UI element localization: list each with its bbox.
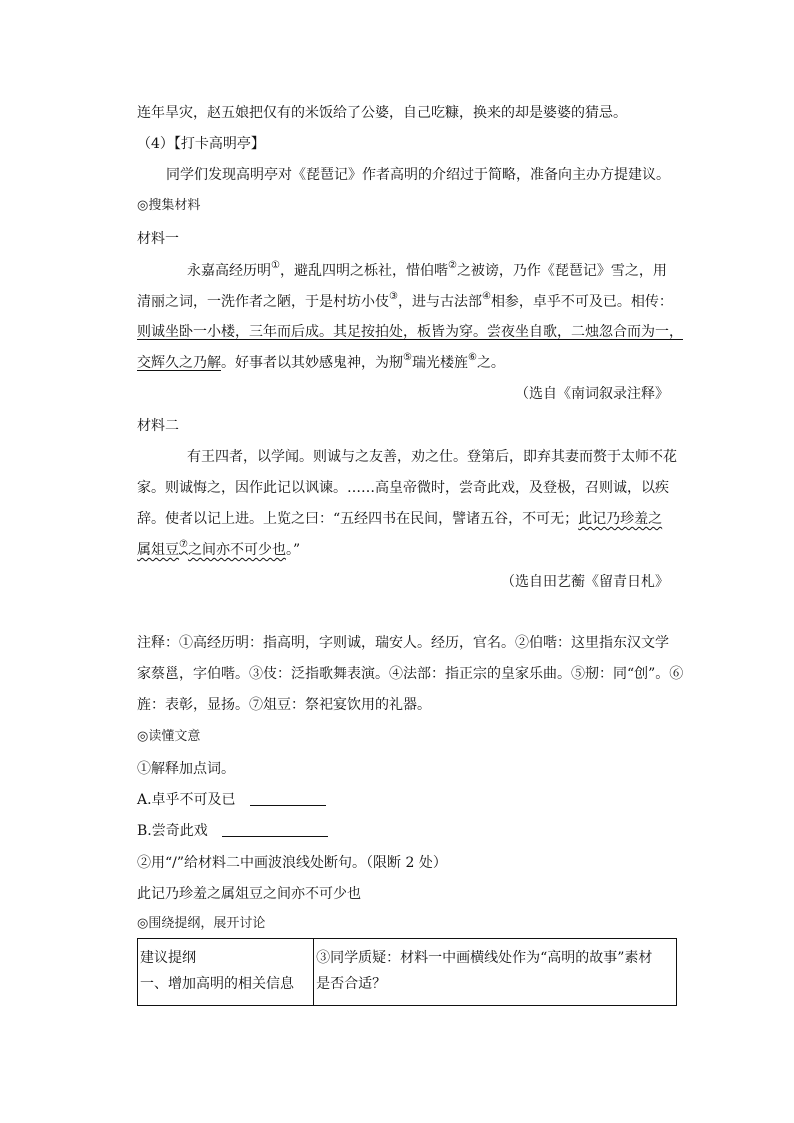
text-fragment: ，避乱四明之栎社，惜伯喈 xyxy=(279,263,448,279)
outline-item-1: 一、增加高明的相关信息 xyxy=(140,976,294,992)
text-fragment: ，进与古法部 xyxy=(397,294,482,310)
wavy-underlined-text: 此记乃珍羞之 xyxy=(578,511,663,527)
question-3-line-2: 是否合适？ xyxy=(316,976,387,992)
section-heading: （4）【打卡高明亭】 xyxy=(137,136,265,152)
material-two-title: 材料二 xyxy=(137,418,179,434)
note-marker-6: ⑥ xyxy=(467,352,477,364)
material-two-line-3 xyxy=(137,509,677,529)
underlined-text: 则诚坐卧一小楼，三年而后成。其足按拍处，板皆为穿。尝夜坐自歌，二烛忽合而为一， xyxy=(137,324,683,340)
outline-title: 建议提纲 xyxy=(140,950,196,966)
text-fragment: 辞。使者以记上进。上览之曰：“五经四书在民间，譬诸五谷，不可无； xyxy=(137,511,579,527)
note-marker-4: ④ xyxy=(481,291,491,303)
table-cell-outline xyxy=(138,939,314,1006)
question-2-text: 此记乃珍羞之属俎豆之间亦不可少也 xyxy=(137,886,361,902)
text-fragment: 。” xyxy=(285,542,301,558)
intro-paragraph: 同学们发现高明亭对《琵琶记》作者高明的介绍过于简略，准备向主办方提建议。 xyxy=(166,167,670,183)
notes-line-1: 注释：①高经历明：指高明，字则诚，瑞安人。经历，官名。②伯喈：这里指东汉文学 xyxy=(137,635,669,651)
note-marker-3: ③ xyxy=(389,291,398,303)
table-row xyxy=(138,939,677,1006)
read-heading: ◎读懂文意 xyxy=(137,729,201,744)
question-3-line-1: ③同学质疑：材料一中画横线处作为“高明的故事”素材 xyxy=(316,950,653,966)
collect-materials-heading: ◎搜集材料 xyxy=(137,198,201,213)
material-one-line-2 xyxy=(137,292,677,312)
question-1b xyxy=(137,821,677,841)
table-cell-question xyxy=(314,939,677,1006)
question-1: ①解释加点词。 xyxy=(137,761,235,777)
question-1a-label: A.卓乎不可及已 xyxy=(137,792,236,808)
text-fragment: 清丽之词，一洗作者之陋，于是村坊小伎 xyxy=(137,294,389,310)
material-one-line-3 xyxy=(137,322,683,342)
text-fragment: 之。 xyxy=(476,355,505,371)
text-fragment: 永嘉高经历明 xyxy=(187,263,271,279)
underlined-text: 交辉久之乃解 xyxy=(137,355,221,371)
material-two-line-1: 有王四者，以学闻。则诚与之友善，劝之仕。登第后，即弃其妻而赘于太师不花 xyxy=(187,449,677,465)
wavy-underlined-text: 属俎豆 xyxy=(137,542,179,558)
material-two-line-2: 家。则诚悔之，因作此记以讽谏。……高皇帝微时，尝奇此戏，及登极，召则诚，以疾 xyxy=(137,480,669,496)
text-fragment: 瑞光楼旌 xyxy=(411,355,468,371)
question-1b-label: B.尝奇此戏 xyxy=(137,823,208,839)
note-marker-5: ⑤ xyxy=(403,352,412,364)
question-1a xyxy=(137,790,677,810)
material-one-line-4 xyxy=(137,353,677,373)
text-fragment: 之被谤，乃作《琵琶记》雪之，用 xyxy=(456,263,667,279)
text-fragment: 相参，卓乎不可及已。相传： xyxy=(490,294,673,310)
answer-blank-a[interactable] xyxy=(250,791,326,806)
material-two-line-4 xyxy=(137,540,677,560)
wavy-underlined-text: 之间亦不可少也 xyxy=(187,542,286,558)
note-marker-1: ① xyxy=(271,260,280,272)
text-line-top: 连年旱灾，赵五娘把仅有的米饭给了公婆，自己吃糠，换来的却是婆婆的猜忌。 xyxy=(137,105,627,121)
material-one-line-1 xyxy=(187,261,677,281)
material-one-source: （选自《南词叙录注释》 xyxy=(515,386,669,402)
answer-blank-b[interactable] xyxy=(222,822,328,837)
question-2: ②用“/”给材料二中画波浪线处断句。（限断 2 处） xyxy=(137,855,447,871)
material-one-title: 材料一 xyxy=(137,231,179,247)
outline-table xyxy=(137,938,677,1006)
notes-line-3: 旌：表彰，显扬。⑦俎豆：祭祀宴饮用的礼器。 xyxy=(137,697,431,713)
notes-line-2: 家蔡邕，字伯喈。③伎：泛指歌舞表演。④法部：指正宗的皇家乐曲。⑤剏：同“创”。⑥ xyxy=(137,666,684,682)
discuss-heading: ◎围绕提纲，展开讨论 xyxy=(137,916,266,931)
text-fragment: 。好事者以其妙感鬼神，为剏 xyxy=(221,355,403,371)
material-two-source: （选自田艺蘅《留青日札》 xyxy=(501,574,669,590)
note-marker-2: ② xyxy=(447,260,457,272)
note-marker-7: ⑦ xyxy=(179,539,188,551)
